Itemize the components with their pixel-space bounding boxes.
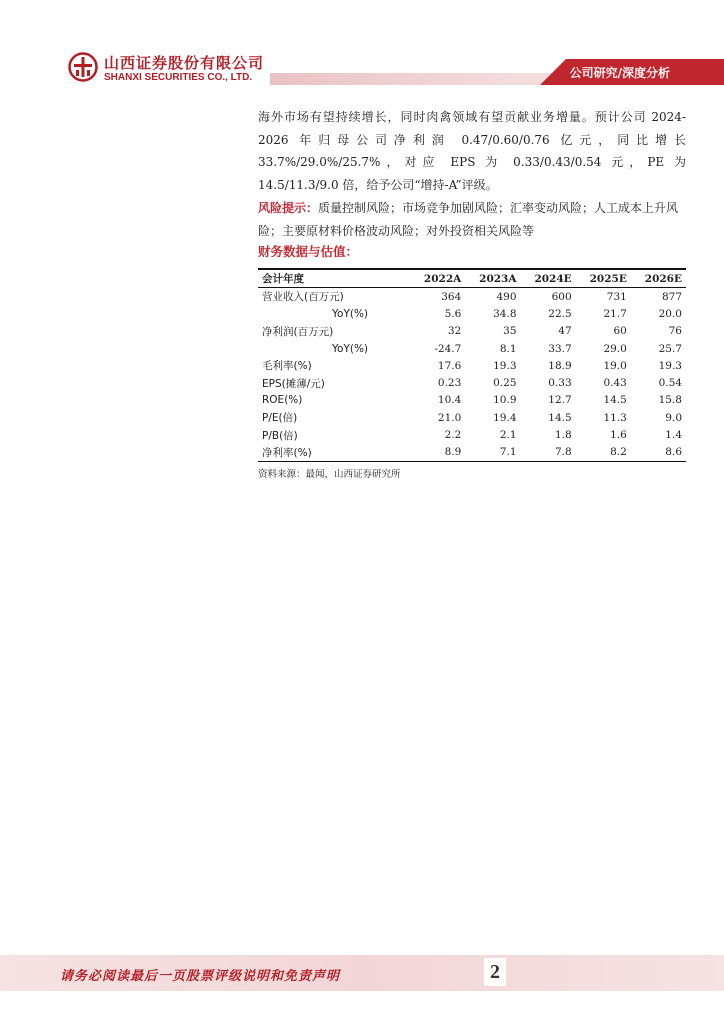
- table-cell: 15.8: [658, 394, 682, 407]
- table-cell: 9.0: [665, 411, 682, 424]
- table-row: [258, 444, 686, 462]
- row-label: ROE(%): [262, 394, 303, 407]
- table-row: [258, 426, 686, 443]
- table-cell: 731: [606, 290, 627, 303]
- company-name-cn: 山西证券股份有限公司: [104, 54, 265, 72]
- table-row: [258, 323, 686, 340]
- table-row: [258, 357, 686, 374]
- table-cell: 19.3: [493, 359, 517, 372]
- table-header-cell: 2025E: [589, 272, 627, 285]
- row-label: 净利润(百万元): [262, 325, 334, 338]
- table-cell: 60: [613, 325, 627, 338]
- risk-label: 风险提示：: [258, 201, 319, 215]
- table-cell: 76: [668, 325, 682, 338]
- table-cell: 2.2: [444, 429, 462, 442]
- table-cell: 35: [503, 325, 517, 338]
- page-footer: [0, 955, 724, 991]
- table-cell: 8.9: [444, 446, 462, 459]
- table-cell: 8.1: [499, 342, 517, 355]
- table-cell: 25.7: [658, 342, 682, 355]
- table-cell: 19.4: [493, 411, 517, 424]
- table-row: [258, 340, 686, 357]
- table-header-row: [258, 269, 686, 288]
- disclaimer-notice: 请务必阅读最后一页股票评级说明和免责声明: [60, 969, 341, 984]
- risk-text: 质量控制风险；市场竞争加剧风险；汇率变动风险；人工成本上升风险；主要原材料价格波动风险；对外投资相关风险等: [258, 201, 679, 238]
- row-label: P/B(倍): [262, 429, 298, 442]
- table-cell: 47: [558, 325, 572, 338]
- table-cell: 21.7: [603, 307, 627, 320]
- table-cell: 10.4: [437, 394, 462, 407]
- table-cell: 877: [661, 290, 682, 303]
- table-cell: 8.6: [665, 446, 682, 459]
- table-cell: 32: [447, 325, 462, 338]
- financial-section-title: 财务数据与估值：: [258, 244, 359, 259]
- table-cell: 1.8: [554, 429, 572, 442]
- table-row: [258, 409, 686, 426]
- table-cell: 0.25: [493, 377, 517, 390]
- risk-paragraph: [258, 197, 686, 242]
- table-header-cell: 2026E: [644, 272, 682, 285]
- table-cell: 8.2: [610, 446, 627, 459]
- table-cell: 19.0: [603, 359, 627, 372]
- table-row: [258, 392, 686, 409]
- table-cell: 33.7: [548, 342, 572, 355]
- page-header: [0, 0, 724, 100]
- table-row: [258, 305, 686, 322]
- table-row: [258, 374, 686, 391]
- section-tag: 公司研究/深度分析: [569, 66, 670, 80]
- row-label: YoY(%): [332, 307, 369, 320]
- table-cell: -24.7: [434, 342, 462, 355]
- row-label: P/E(倍): [262, 412, 298, 425]
- summary-paragraph: 海外市场有望持续增长，同时肉禽领域有望贡献业务增量。预计公司 2024-2026 年归母公司净利润 0.47/0.60/0.76 亿元，同比增长 33.7%/29.0%/25.7%，对应 EPS 为 0.33/0.43/0.54 元，PE 为 14.5/11.3/9.0 倍，给予公司“增持-A”评级。: [258, 110, 686, 192]
- table-cell: 2.1: [499, 429, 517, 442]
- table-cell: 21.0: [437, 411, 462, 424]
- table-cell: 12.7: [548, 394, 572, 407]
- table-header-cell: 会计年度: [262, 273, 304, 285]
- main-content: [258, 106, 686, 480]
- table-cell: 0.23: [437, 377, 462, 390]
- table-cell: 364: [441, 290, 462, 303]
- table-cell: 14.5: [548, 411, 572, 424]
- table-cell: 600: [551, 290, 572, 303]
- table-cell: 7.1: [499, 446, 517, 459]
- table-row: [258, 288, 686, 306]
- row-label: EPS(摊薄/元): [262, 377, 325, 390]
- table-cell: 5.6: [444, 307, 462, 320]
- table-cell: 7.8: [554, 446, 572, 459]
- table-cell: 22.5: [548, 307, 572, 320]
- table-header-cell: 2022A: [423, 272, 462, 285]
- table-cell: 19.3: [658, 359, 682, 372]
- page-number: 2: [484, 958, 506, 986]
- row-label: 毛利率(%): [262, 360, 312, 373]
- table-cell: 34.8: [493, 307, 517, 320]
- table-cell: 1.4: [665, 429, 682, 442]
- table-header-cell: 2024E: [534, 272, 572, 285]
- table-cell: 490: [496, 290, 517, 303]
- row-label: 净利率(%): [262, 446, 312, 459]
- row-label: YoY(%): [332, 342, 369, 355]
- table-header-cell: 2023A: [479, 272, 517, 285]
- table-cell: 14.5: [603, 394, 627, 407]
- table-cell: 0.33: [548, 377, 572, 390]
- company-logo-icon: [68, 52, 98, 82]
- financial-table: [258, 268, 686, 462]
- table-cell: 18.9: [548, 359, 572, 372]
- table-cell: 17.6: [437, 359, 462, 372]
- table-cell: 20.0: [658, 307, 682, 320]
- table-cell: 11.3: [603, 411, 627, 424]
- table-cell: 1.6: [610, 429, 627, 442]
- table-source-note: 资料来源：最闻，山西证券研究所: [258, 468, 401, 480]
- table-cell: 29.0: [603, 342, 627, 355]
- table-cell: 0.54: [658, 377, 682, 390]
- table-cell: 10.9: [493, 394, 517, 407]
- table-cell: 0.43: [603, 377, 627, 390]
- row-label: 营业收入(百万元): [262, 291, 344, 304]
- company-name-en: SHANXI SECURITIES CO., LTD.: [104, 72, 253, 83]
